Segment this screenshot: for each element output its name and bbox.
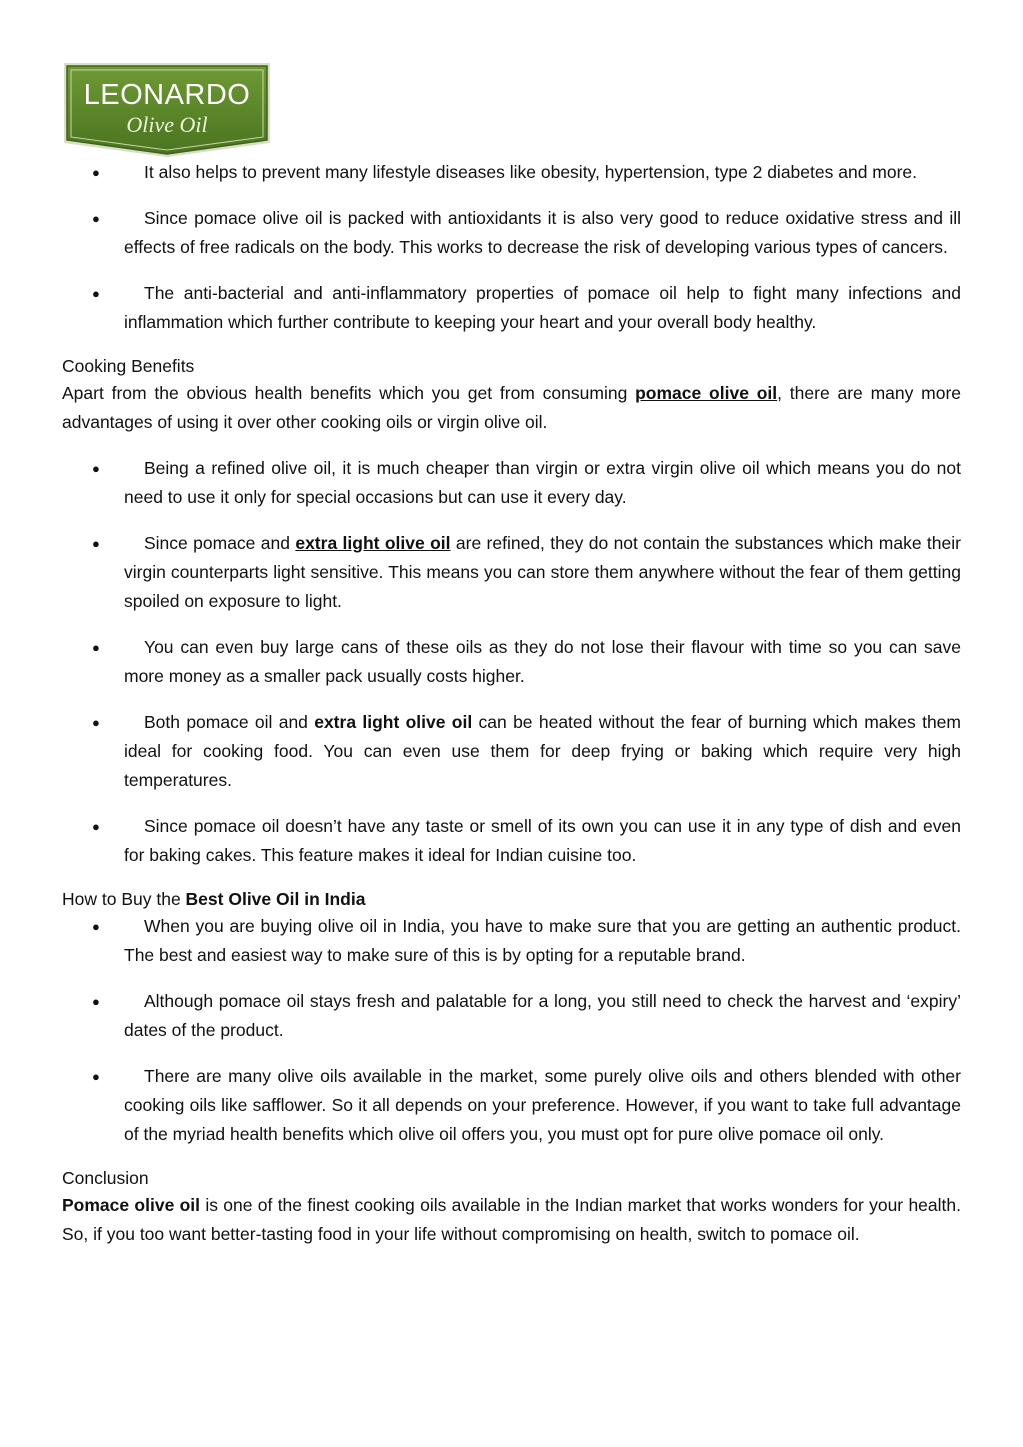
list-item [62,987,961,1045]
conclusion-heading: Conclusion [62,1168,149,1188]
list-item [62,529,961,616]
document-body [62,158,961,1266]
intro-text: Apart from the obvious health benefits which you get from consuming [62,383,636,403]
bullet-icon: ● [92,919,100,934]
bullet-icon: ● [92,715,100,730]
list-item-text: Although pomace oil stays fresh and palatable for a long, you still need to check the harvest and ‘expiry’ dates of the product. [124,991,961,1040]
conclusion-paragraph [62,1191,961,1249]
list-item-text: The anti-bacterial and anti-inflammatory properties of pomace oil help to fight many infections and inflammation which further contribute to keeping your heart and your overall body healthy. [124,283,961,332]
list-item [62,812,961,870]
health-benefits-list [62,158,961,337]
list-item-text: Being a refined olive oil, it is much cheaper than virgin or extra virgin olive oil which means you do not need to use it only for special occasions but can use it every day. [124,458,961,507]
bullet-icon: ● [92,536,100,551]
heading-bold-text: Best Olive Oil in India [185,889,366,909]
bold-text: extra light olive oil [314,712,473,732]
heading-text: How to Buy the [62,889,186,909]
bullet-icon: ● [92,640,100,655]
logo-badge [62,61,272,159]
list-item [62,204,961,262]
list-item-text: There are many olive oils available in the market, some purely olive oils and others blended with other cooking oils like safflower. So it all depends on your preference. However, if you want to take full advantage of the myriad health benefits which olive oil offers you, you must opt for pure olive pomace oil only. [124,1066,961,1144]
list-item [62,708,961,795]
bullet-icon: ● [92,994,100,1009]
extra-light-olive-oil-link[interactable]: extra light olive oil [295,533,451,553]
text-run: Since pomace and [144,533,296,553]
pomace-olive-oil-link[interactable]: pomace olive oil [635,383,778,403]
leonardo-olive-oil-logo [62,61,272,159]
intro-text-cont: , there are many more advantages of using it over other cooking oils or virgin olive oil. [62,383,962,432]
list-item [62,1062,961,1149]
cooking-intro-paragraph [62,379,961,437]
list-item-text: It also helps to prevent many lifestyle diseases like obesity, hypertension, type 2 diabetes and more. [144,162,918,182]
list-item [62,454,961,512]
buying-tips-list [62,912,961,1149]
list-item [62,279,961,337]
bullet-icon: ● [92,461,100,476]
list-item-text: You can even buy large cans of these oils as they do not lose their flavour with time so you can save more money as a smaller pack usually costs higher. [124,637,961,686]
list-item-text: When you are buying olive oil in India, you have to make sure that you are getting an authentic product. The best and easiest way to make sure of this is by opting for a reputable brand. [124,916,961,965]
list-item-text [124,708,961,795]
conclusion-text: is one of the finest cooking oils available in the Indian market that works wonders for your health. So, if you too want better-tasting food in your life without compromising on health, switch to pomace oil. [62,1195,961,1244]
text-run: are refined, they do not contain the substances which make their virgin counterparts light sensitive. This means you can store them anywhere without the fear of them getting spoiled on exposure to light. [124,533,961,611]
bullet-icon: ● [92,819,100,834]
list-item [62,912,961,970]
bold-text: Pomace olive oil [62,1195,201,1215]
cooking-benefits-heading: Cooking Benefits [62,356,195,376]
list-item [62,158,961,187]
text-run: can be heated without the fear of burning which makes them ideal for cooking food. You can even use them for deep frying or baking which require very high temperatures. [124,712,961,790]
bullet-icon: ● [92,286,100,301]
how-to-buy-heading [62,887,961,912]
text-run: Both pomace oil and [144,712,315,732]
list-item-text [124,529,961,616]
logo-sub-text: Olive Oil [126,112,208,137]
list-item-text: Since pomace oil doesn’t have any taste or smell of its own you can use it in any type of dish and even for baking cakes. This feature makes it ideal for Indian cuisine too. [124,816,961,865]
list-item-text: Since pomace olive oil is packed with antioxidants it is also very good to reduce oxidative stress and ill effects of free radicals on the body. This works to decrease the risk of developing various types of cancers. [124,208,961,257]
bullet-icon: ● [92,1069,100,1084]
bullet-icon: ● [92,165,100,180]
list-item [62,633,961,691]
logo-brand-text: LEONARDO [83,79,251,111]
bullet-icon: ● [92,211,100,226]
cooking-benefits-list [62,454,961,870]
